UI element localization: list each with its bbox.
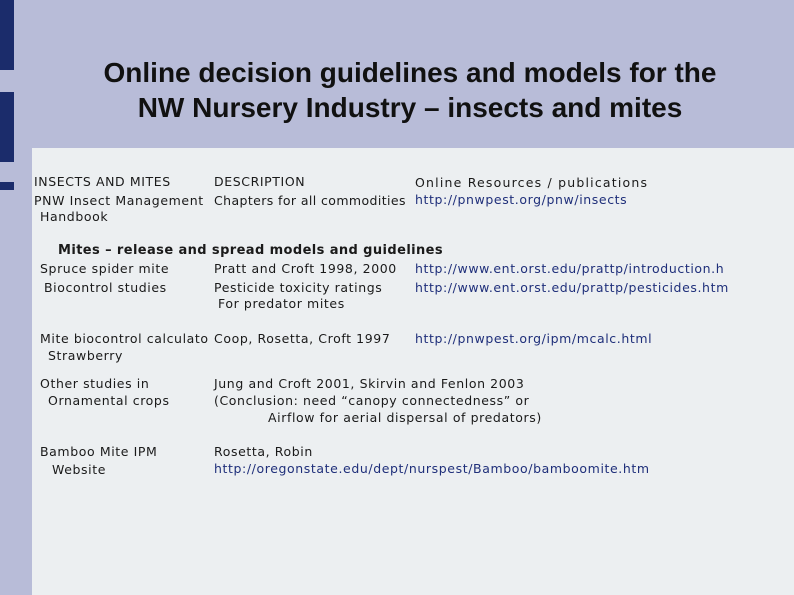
other-name-line1: Other studies in bbox=[40, 376, 150, 391]
header-description: DESCRIPTION bbox=[214, 174, 306, 189]
title-line-2: NW Nursery Industry – insects and mites bbox=[137, 92, 683, 123]
spruce-url-2[interactable]: http://www.ent.orst.edu/prattp/pesticides.htm bbox=[415, 280, 729, 295]
pnw-name-line1: PNW Insect Management bbox=[34, 193, 204, 208]
spruce-name-line1: Spruce spider mite bbox=[40, 261, 170, 276]
other-desc-line2: (Conclusion: need “canopy connectedness” or bbox=[214, 393, 530, 408]
calc-name-line1: Mite biocontrol calculato bbox=[40, 331, 209, 346]
pnw-url[interactable]: http://pnwpest.org/pnw/insects bbox=[415, 192, 628, 207]
bamboo-description: Rosetta, Robin bbox=[214, 444, 313, 459]
slide-edge-bar-2 bbox=[0, 92, 14, 162]
header-online-resources: Online Resources / publications bbox=[415, 175, 649, 190]
other-desc-line3: Airflow for aerial dispersal of predators) bbox=[268, 410, 542, 425]
spruce-name-line2: Biocontrol studies bbox=[44, 280, 167, 295]
pnw-name-line2: Handbook bbox=[40, 209, 109, 224]
calc-name-line2: Strawberry bbox=[48, 348, 123, 363]
spruce-desc-line2: Pesticide toxicity ratings bbox=[214, 280, 383, 295]
pnw-description: Chapters for all commodities bbox=[214, 193, 406, 208]
slide-edge-bar-3 bbox=[0, 182, 14, 190]
other-name-line2: Ornamental crops bbox=[48, 393, 170, 408]
spruce-url-1[interactable]: http://www.ent.orst.edu/prattp/introduction.h bbox=[415, 261, 725, 276]
bamboo-name-line2: Website bbox=[52, 462, 107, 477]
header-insects-mites: INSECTS AND MITES bbox=[34, 174, 171, 189]
slide-edge-bar-1 bbox=[0, 0, 14, 70]
scanned-table-image bbox=[32, 148, 794, 595]
bamboo-url[interactable]: http://oregonstate.edu/dept/nurspest/Bamboo/bamboomite.htm bbox=[214, 461, 650, 476]
calc-description: Coop, Rosetta, Croft 1997 bbox=[214, 331, 391, 346]
slide-title bbox=[40, 55, 780, 125]
title-line-1: Online decision guidelines and models for the bbox=[103, 57, 717, 88]
bamboo-name-line1: Bamboo Mite IPM bbox=[40, 444, 158, 459]
spruce-desc-line3: For predator mites bbox=[218, 296, 345, 311]
spruce-desc-line1: Pratt and Croft 1998, 2000 bbox=[214, 261, 397, 276]
calc-url[interactable]: http://pnwpest.org/ipm/mcalc.html bbox=[415, 331, 653, 346]
other-desc-line1: Jung and Croft 2001, Skirvin and Fenlon 2003 bbox=[214, 376, 525, 391]
mites-section-heading: Mites – release and spread models and guidelines bbox=[58, 243, 444, 258]
